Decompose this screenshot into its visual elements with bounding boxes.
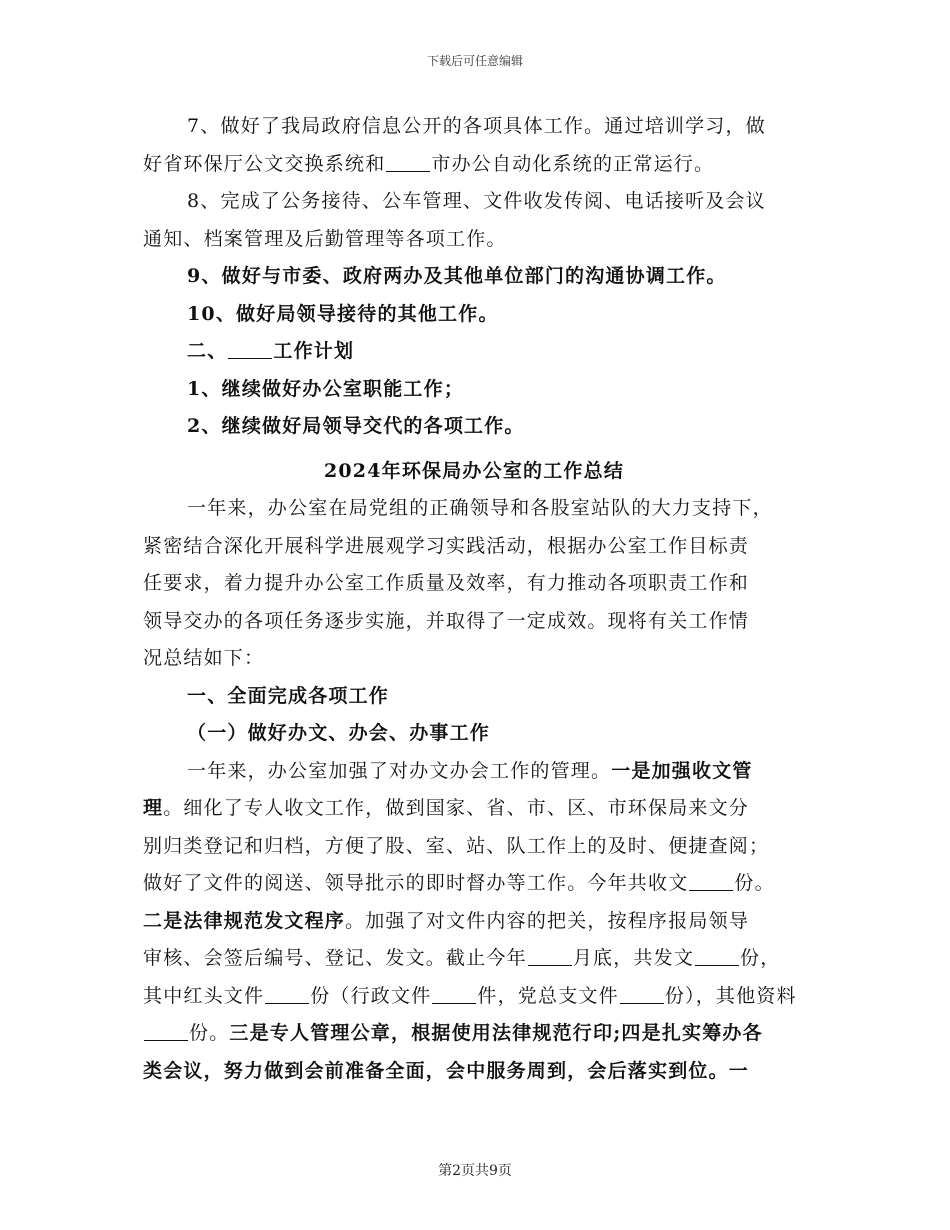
blank-field [432,985,476,1004]
body-line-3: 别归类登记和归档，方便了股、室、站、队工作上的及时、便捷查阅； [143,834,770,857]
page-header: 下载后可任意编辑 [426,54,523,68]
body-line-5: 二是法律规范发文程序。加强了对文件内容的把关，按程序报局领导 [143,909,750,932]
item-8-line-2: 通知、档案管理及后勤管理等各项工作。 [143,227,507,250]
document-title: 2024年环保局办公室的工作总结 [323,459,625,482]
blank-field [228,340,272,359]
intro-line-5: 况总结如下： [143,647,265,669]
body-line-9: 类会议，努力做到会前准备全面，会中服务周到，会后落实到位。一 [143,1059,750,1082]
item-7-line-1: 7、做好了我局政府信息公开的各项具体工作。通过培训学习，做 [187,115,766,137]
item-10: 10、做好局领导接待的其他工作。 [187,302,499,325]
body-line-8: 份。三是专人管理公章，根据使用法律规范行印;四是扎实筹办各 [143,1015,805,1053]
body-line-2: 理。细化了专人收文工作，做到国家、省、市、区、市环保局来文分 [143,797,750,819]
item-8-line-1: 8、完成了公务接待、公车管理、文件收发传阅、电话接听及会议 [187,190,766,212]
intro-line-4: 领导交办的各项任务逐步实施，并取得了一定成效。现将有关工作情 [143,609,750,632]
document-body [143,108,805,1090]
plan-heading: 二、 工作计划 [187,340,355,362]
body-line-1: 一年来，办公室加强了对办文办会工作的管理。一是加强收文管 [187,759,753,782]
section-heading-1: 一、全面完成各项工作 [187,684,390,707]
blank-field [144,1022,188,1041]
item-7-line-2: 好省环保厅公文交换系统和 市办公自动化系统的正常运行。 [143,152,715,175]
blank-field [386,153,430,172]
intro-line-1: 一年来，办公室在局党组的正确领导和各股室站队的大力支持下， [187,497,773,519]
blank-field [265,985,309,1004]
item-9: 9、做好与市委、政府两办及其他单位部门的沟通协调工作。 [187,265,727,287]
section-heading-2: （一）做好办文、办会、办事工作 [187,722,491,744]
body-line-7: 其中红头文件 份（行政文件 件，党总支文件 份），其他资料 [143,984,797,1007]
blank-field [689,872,733,891]
blank-field [695,947,739,966]
intro-line-2: 紧密结合深化开展科学进展观学习实践活动，根据办公室工作目标责 [143,534,750,557]
plan-item-2: 2、继续做好局领导交代的各项工作。 [187,415,525,437]
blank-field [620,985,664,1004]
plan-item-1: 1、继续做好办公室职能工作； [187,377,465,400]
blank-field [528,947,572,966]
intro-line-3: 任要求，着力提升办公室工作质量及效率，有力推动各项职责工作和 [143,572,750,594]
page-footer: 第2页共9页 [438,1163,512,1179]
body-line-4: 做好了文件的阅送、领导批示的即时督办等工作。今年共收文 份。 [143,872,775,894]
body-line-6: 审核、会签后编号、登记、发文。截止今年 月底，共发文 份， [143,947,781,969]
